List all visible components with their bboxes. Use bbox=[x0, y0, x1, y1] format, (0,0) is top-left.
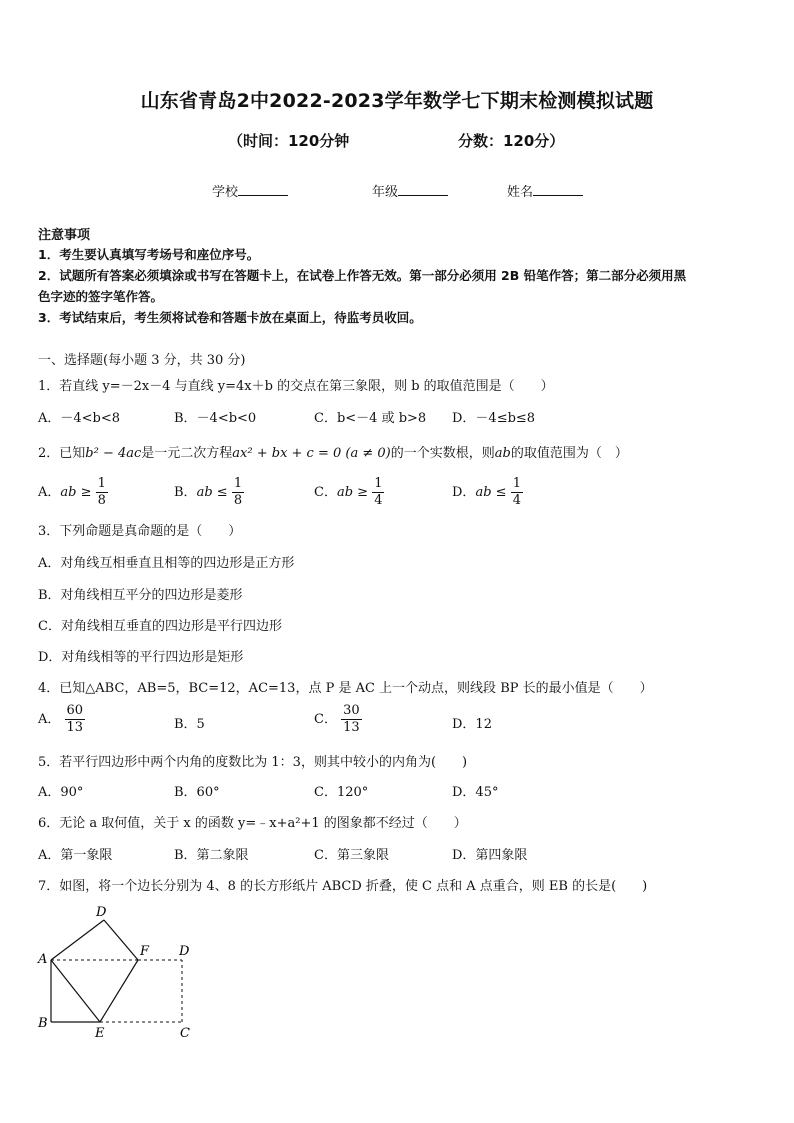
label-c: C bbox=[180, 1026, 190, 1041]
school-blank[interactable] bbox=[238, 183, 288, 196]
fold-line-ef bbox=[100, 960, 138, 1022]
exam-time: （时间：120分钟 bbox=[228, 132, 350, 150]
denominator: 8 bbox=[97, 493, 106, 508]
note-item: 2．试题所有答案必须填涂或书写在答题卡上，在试卷上作答无效。第一部分必须用 2B 铅笔作答；第二部分必须用黑 bbox=[38, 268, 687, 283]
option-label: D． bbox=[452, 485, 476, 500]
numerator: 1 bbox=[233, 476, 243, 491]
question-7-stem: 7．如图，将一个边长分别为 4、8 的长方形纸片 ABCD 折叠，使 C 点和 A 点重合，则 EB 的长是( ) bbox=[38, 879, 648, 894]
option-label: A． bbox=[38, 485, 61, 500]
question-5-stem: 5．若平行四边形中两个内角的度数比为 1：3，则其中较小的内角为( ) bbox=[38, 755, 468, 770]
q2-option-d[interactable] bbox=[452, 476, 523, 509]
q7-figure bbox=[30, 900, 210, 1045]
label-d-right: D bbox=[179, 944, 190, 959]
question-2-stem bbox=[38, 442, 628, 461]
page-title: 山东省青岛2中2022-2023学年数学七下期末检测模拟试题 bbox=[140, 90, 654, 112]
note-item: 色字迹的签字笔作答。 bbox=[38, 289, 164, 304]
denominator: 13 bbox=[343, 720, 360, 735]
fraction bbox=[232, 476, 244, 509]
q5-option-b[interactable]: B．60° bbox=[174, 785, 220, 800]
q2-text: 是一元二次方程 bbox=[141, 446, 233, 461]
label-f: F bbox=[140, 944, 150, 959]
school-label: 学校 bbox=[212, 185, 239, 200]
q3-option-c[interactable]: C．对角线相互垂直的四边形是平行四边形 bbox=[38, 619, 282, 634]
denominator: 4 bbox=[374, 493, 383, 508]
name-field[interactable] bbox=[507, 181, 583, 200]
q2-text: 的取值范围为（ ） bbox=[510, 446, 628, 461]
q1-option-b[interactable]: B．－4<b<0 bbox=[174, 411, 257, 426]
exam-score: 分数：120分） bbox=[458, 132, 565, 150]
option-expr: ab ≤ bbox=[196, 485, 228, 500]
q3-option-b[interactable]: B．对角线相互平分的四边形是菱形 bbox=[38, 588, 243, 603]
q6-option-d[interactable]: D．第四象限 bbox=[452, 848, 528, 863]
q2-text: 2．已知 bbox=[38, 446, 86, 461]
q2-expr-equation: ax² + bx + c = 0 (a ≠ 0) bbox=[232, 446, 391, 461]
q5-option-c[interactable]: C．120° bbox=[314, 785, 369, 800]
option-label: C． bbox=[314, 485, 337, 500]
label-d-top: D bbox=[96, 905, 107, 920]
numerator: 60 bbox=[66, 703, 84, 718]
q1-option-d[interactable]: D．－4≤b≤8 bbox=[452, 411, 536, 426]
name-label: 姓名 bbox=[507, 185, 534, 200]
q1-option-c[interactable]: C．b<－4 或 b>8 bbox=[314, 411, 427, 426]
label-a: A bbox=[38, 952, 48, 967]
numerator: 1 bbox=[512, 476, 521, 491]
q3-option-a[interactable]: A．对角线互相垂直且相等的四边形是正方形 bbox=[38, 556, 295, 571]
numerator: 30 bbox=[343, 703, 360, 718]
q2-text: 的一个实数根，则 bbox=[390, 446, 495, 461]
q4-option-d[interactable]: D．12 bbox=[452, 717, 492, 732]
q2-expr-ab: ab bbox=[494, 446, 511, 461]
q6-option-c[interactable]: C．第三象限 bbox=[314, 848, 389, 863]
fraction bbox=[96, 476, 108, 509]
q6-option-a[interactable]: A．第一象限 bbox=[38, 848, 113, 863]
note-item: 3．考试结束后，考生须将试卷和答题卡放在桌面上，待监考员收回。 bbox=[38, 310, 422, 325]
option-label: C． bbox=[314, 712, 337, 727]
question-3-stem: 3．下列命题是真命题的是（ ） bbox=[38, 524, 242, 539]
denominator: 13 bbox=[66, 720, 84, 735]
denominator: 4 bbox=[512, 493, 521, 508]
fraction bbox=[511, 476, 523, 509]
numerator: 1 bbox=[374, 476, 383, 491]
fraction bbox=[65, 703, 86, 736]
fraction bbox=[341, 703, 362, 736]
notes-heading: 注意事项 bbox=[38, 228, 91, 243]
section-heading: 一、选择题(每小题 3 分，共 30 分) bbox=[38, 353, 246, 368]
fraction bbox=[372, 476, 384, 509]
q2-option-a[interactable] bbox=[38, 476, 108, 509]
segment-ae bbox=[51, 960, 100, 1022]
q2-option-c[interactable] bbox=[314, 476, 384, 509]
q4-option-c[interactable] bbox=[314, 703, 362, 736]
grade-label: 年级 bbox=[372, 185, 399, 200]
q4-option-b[interactable]: B．5 bbox=[174, 717, 205, 732]
q4-option-a[interactable] bbox=[38, 703, 85, 736]
numerator: 1 bbox=[97, 476, 106, 491]
q5-option-a[interactable]: A．90° bbox=[38, 785, 84, 800]
q3-option-d[interactable]: D．对角线相等的平行四边形是矩形 bbox=[38, 650, 244, 665]
option-expr: ab ≥ bbox=[336, 485, 369, 500]
option-label: A． bbox=[38, 712, 61, 727]
grade-field[interactable] bbox=[372, 181, 448, 200]
question-6-stem: 6．无论 a 取何值，关于 x 的函数 y=﹣x+a²+1 的图象都不经过（ ） bbox=[38, 816, 467, 831]
folded-edge-ad bbox=[51, 920, 104, 960]
note-item: 1．考生要认真填写考场号和座位序号。 bbox=[38, 247, 260, 262]
q1-option-a[interactable]: A．－4<b<8 bbox=[38, 411, 121, 426]
question-4-stem: 4．已知△ABC，AB=5，BC=12，AC=13，点 P 是 AC 上一个动点，则线段 BP 长的最小值是（ ） bbox=[38, 681, 653, 696]
q6-option-b[interactable]: B．第二象限 bbox=[174, 848, 249, 863]
grade-blank[interactable] bbox=[398, 183, 448, 196]
label-e: E bbox=[95, 1026, 105, 1041]
question-1-stem: 1．若直线 y=－2x－4 与直线 y=4x＋b 的交点在第三象限，则 b 的取值范围是（ ） bbox=[38, 379, 554, 394]
denominator: 8 bbox=[233, 493, 243, 508]
name-blank[interactable] bbox=[533, 183, 583, 196]
option-label: B． bbox=[174, 485, 197, 500]
q5-option-d[interactable]: D．45° bbox=[452, 785, 499, 800]
folded-edge-df bbox=[104, 920, 138, 960]
option-expr: ab ≤ bbox=[475, 485, 507, 500]
q2-expr-discriminant: b² − 4ac bbox=[85, 446, 142, 461]
option-expr: ab ≥ bbox=[60, 485, 92, 500]
school-field[interactable] bbox=[212, 181, 288, 200]
label-b: B bbox=[38, 1016, 48, 1031]
q2-option-b[interactable] bbox=[174, 476, 244, 509]
